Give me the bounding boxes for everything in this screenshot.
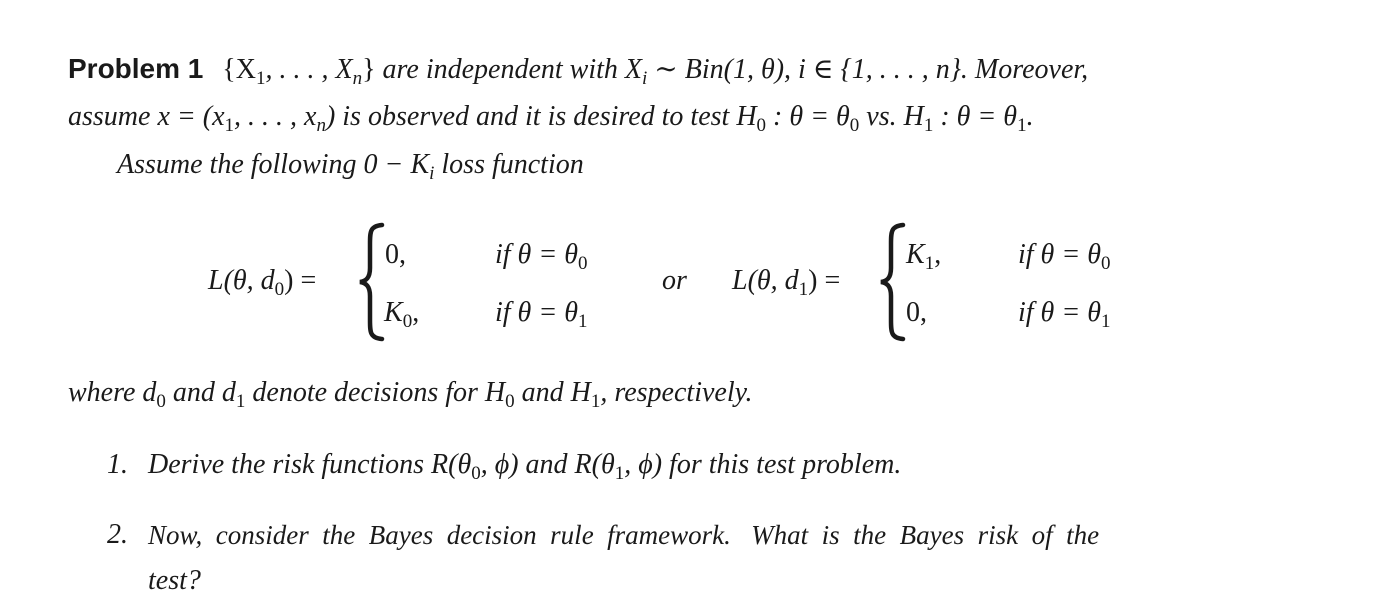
subscript: 0 — [505, 391, 515, 412]
subscript: 1 — [1017, 115, 1027, 136]
text-segment: , . . . , x — [234, 101, 317, 132]
subscript: 1 — [614, 463, 625, 484]
subscript: 1 — [1100, 311, 1111, 332]
problem-line-2 — [68, 100, 1034, 143]
subscript: 1 — [798, 279, 809, 300]
text-segment: ) = — [808, 265, 841, 296]
subscript: 0 — [274, 279, 285, 300]
text-segment: L(θ, d — [732, 265, 799, 296]
text-segment: and d — [165, 377, 236, 408]
text-segment: Assume the following 0 − K — [117, 149, 430, 180]
case0-value-2 — [384, 296, 419, 339]
text-segment: , — [412, 297, 420, 328]
text-segment: . — [1026, 101, 1034, 132]
text-segment: denote decisions for H — [245, 377, 506, 408]
text-segment: K — [384, 297, 403, 328]
item-number: 1. — [107, 449, 128, 480]
case1-condition-2 — [1018, 296, 1110, 339]
subscript: 0 — [1100, 253, 1111, 274]
text-segment: vs. H — [859, 101, 924, 132]
text-segment: where d — [68, 377, 157, 408]
text-segment: ∼ Bin(1, θ), i ∈ {1, . . . , n}. Moreover, — [647, 54, 1089, 85]
case1-value-2: 0, — [906, 297, 927, 328]
text-segment: are independent with X — [382, 54, 642, 85]
subscript: 1 — [924, 253, 935, 274]
problem-line-1 — [68, 52, 1088, 96]
text-segment: Derive the risk functions R(θ — [148, 449, 472, 480]
text-segment: : θ = θ — [933, 101, 1018, 132]
text-segment: {X — [222, 54, 256, 85]
loss-d1-lhs — [732, 264, 840, 307]
text-segment: assume x = (x — [68, 101, 225, 132]
or-text: or — [662, 265, 687, 296]
subscript: 0 — [756, 115, 767, 136]
item-text-line-2: test? — [148, 565, 201, 596]
text-segment: K — [906, 239, 925, 270]
text-segment: : θ = θ — [766, 101, 850, 132]
text-segment: L(θ, d — [208, 265, 275, 296]
item-number: 2. — [107, 519, 128, 550]
text-segment: if θ = θ — [495, 239, 578, 270]
subscript: 1 — [255, 68, 266, 89]
subscript: 1 — [590, 391, 601, 412]
subscript: 0 — [577, 253, 588, 274]
item-text-line-1: Now, consider the Bayes decision rule framework. What is the Bayes risk of the — [148, 520, 1100, 550]
problem-line-3 — [117, 148, 584, 191]
subscript: 1 — [235, 391, 246, 412]
subscript: n — [316, 115, 326, 136]
case1-value-1 — [906, 238, 941, 281]
text-segment: if θ = θ — [1018, 297, 1101, 328]
subscript: 0 — [849, 115, 860, 136]
subscript: 1 — [577, 311, 588, 332]
subscript: 0 — [156, 391, 166, 412]
text-segment: and H — [514, 377, 591, 408]
subscript: 1 — [224, 115, 235, 136]
problem-label: Problem 1 — [68, 53, 204, 84]
loss-d0-lhs — [208, 264, 316, 307]
text-segment: , ϕ) and R(θ — [480, 449, 615, 480]
subscript: 0 — [402, 311, 413, 332]
text-segment: , ϕ) for this test problem. — [624, 449, 902, 480]
subscript: i — [429, 163, 435, 184]
subscript: 0 — [471, 463, 481, 484]
subscript: i — [642, 68, 648, 89]
text-segment: if θ = θ — [495, 297, 578, 328]
text-segment: , . . . , X — [265, 54, 353, 85]
case0-condition-2 — [495, 296, 587, 339]
text-segment: if θ = θ — [1018, 239, 1101, 270]
where-line — [68, 376, 753, 419]
left-brace — [356, 222, 386, 342]
text-segment: loss function — [434, 149, 584, 180]
subscript: 1 — [923, 115, 934, 136]
text-segment: , — [934, 239, 942, 270]
case1-condition-1 — [1018, 238, 1110, 281]
subscript: n — [352, 68, 363, 89]
text-segment: ) = — [284, 265, 317, 296]
item-text — [148, 448, 901, 491]
right-brace — [877, 222, 907, 342]
case0-value-1: 0, — [385, 239, 406, 270]
case0-condition-1 — [495, 238, 587, 281]
text-segment: } — [362, 54, 383, 85]
text-segment: , respectively. — [600, 377, 753, 408]
text-segment: ) is observed and it is desired to test H — [325, 101, 757, 132]
